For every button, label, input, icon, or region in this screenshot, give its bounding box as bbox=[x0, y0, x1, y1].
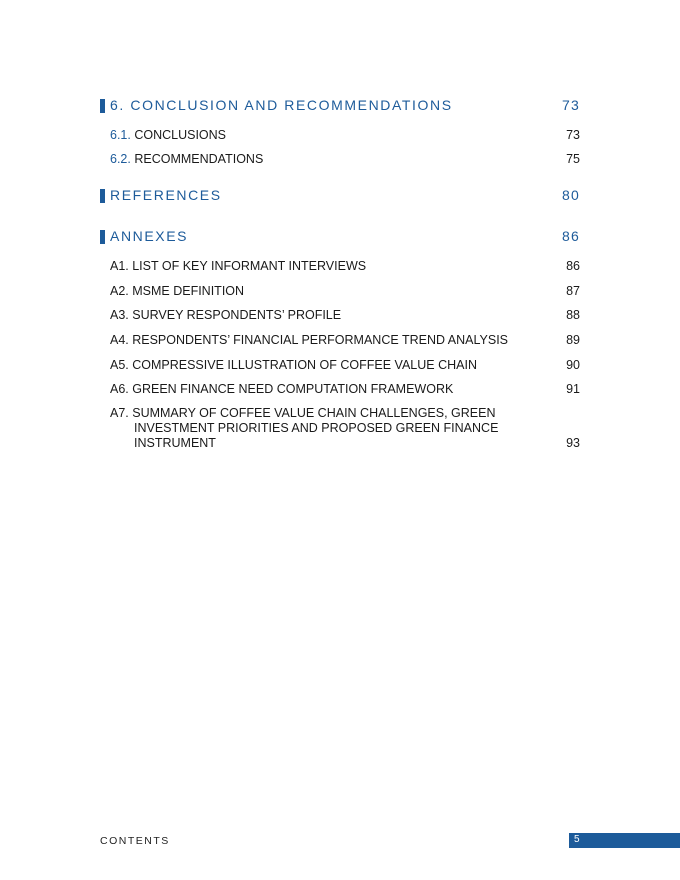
entry-label: A1. LIST OF KEY INFORMANT INTERVIEWS bbox=[110, 259, 367, 273]
footer-section-label: CONTENTS bbox=[100, 835, 170, 847]
section-title: ANNEXES bbox=[110, 228, 189, 244]
section-marker-bar bbox=[100, 230, 105, 244]
entry-label: A6. GREEN FINANCE NEED COMPUTATION FRAMEWORK bbox=[110, 382, 454, 396]
toc-entry-annex-a3[interactable] bbox=[110, 308, 580, 326]
entry-label: A3. SURVEY RESPONDENTS’ PROFILE bbox=[110, 308, 342, 322]
entry-label: A4. RESPONDENTS’ FINANCIAL PERFORMANCE TREND ANALYSIS bbox=[110, 333, 508, 347]
entry-label-line: INSTRUMENT bbox=[134, 436, 216, 450]
section-marker-bar bbox=[100, 99, 105, 113]
toc-section-references[interactable] bbox=[100, 186, 580, 206]
entry-label: CONCLUSIONS bbox=[134, 128, 227, 142]
entry-label-line: INVESTMENT PRIORITIES AND PROPOSED GREEN FINANCE bbox=[134, 421, 499, 435]
entry-page-number: 93 bbox=[566, 436, 580, 450]
entry-number: 6.1. bbox=[110, 128, 131, 142]
entry-label: RECOMMENDATIONS bbox=[134, 152, 264, 166]
entry-label-line: A7. SUMMARY OF COFFEE VALUE CHAIN CHALLENGES, GREEN bbox=[110, 406, 496, 420]
footer-page-number: 5 bbox=[574, 834, 580, 845]
entry-page-number: 88 bbox=[566, 308, 580, 322]
entry-page-number: 87 bbox=[566, 284, 580, 298]
toc-entry-conclusions[interactable] bbox=[110, 128, 580, 146]
section-marker-bar bbox=[100, 189, 105, 203]
toc-entry-annex-a1[interactable] bbox=[110, 259, 580, 277]
toc-section-conclusion[interactable] bbox=[100, 96, 580, 116]
toc-entry-annex-a7[interactable] bbox=[110, 406, 580, 451]
entry-label: A5. COMPRESSIVE ILLUSTRATION OF COFFEE VALUE CHAIN bbox=[110, 358, 477, 372]
entry-page-number: 90 bbox=[566, 358, 580, 372]
toc-section-annexes[interactable] bbox=[100, 227, 580, 247]
toc-entry-annex-a6[interactable] bbox=[110, 382, 580, 400]
toc-entry-recommendations[interactable] bbox=[110, 152, 580, 170]
toc-entry-annex-a5[interactable] bbox=[110, 358, 580, 376]
toc-entry-annex-a4[interactable] bbox=[110, 333, 580, 351]
section-title: 6. CONCLUSION AND RECOMMENDATIONS bbox=[110, 97, 453, 113]
entry-number: 6.2. bbox=[110, 152, 131, 166]
entry-page-number: 89 bbox=[566, 333, 580, 347]
entry-page-number: 73 bbox=[566, 128, 580, 142]
entry-page-number: 91 bbox=[566, 382, 580, 396]
section-page-number: 80 bbox=[562, 187, 580, 203]
section-page-number: 73 bbox=[562, 97, 580, 113]
entry-page-number: 86 bbox=[566, 259, 580, 273]
section-title: REFERENCES bbox=[110, 187, 222, 203]
footer-page-number-tab bbox=[569, 833, 680, 848]
entry-page-number: 75 bbox=[566, 152, 580, 166]
entry-label: A2. MSME DEFINITION bbox=[110, 284, 245, 298]
section-page-number: 86 bbox=[562, 228, 580, 244]
toc-entry-annex-a2[interactable] bbox=[110, 284, 580, 302]
